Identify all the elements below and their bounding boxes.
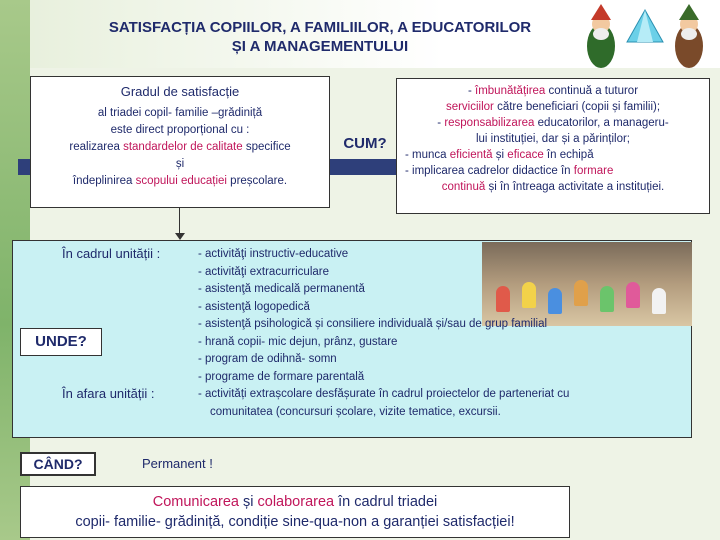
text-segment: și [238, 494, 258, 510]
highlight-responsibility: responsabilizarea [444, 117, 535, 129]
page-title [40, 18, 600, 56]
text-segment: - implicarea cadrelor didactice în [405, 165, 574, 177]
activity-item: - asistenţă logopedică [198, 300, 310, 313]
activity-item: - program de odihnă- somn [198, 353, 337, 365]
method-2 [405, 115, 701, 131]
text-segment: și [492, 149, 508, 161]
communication-box [20, 486, 570, 538]
satisfaction-line-2: este direct proporțional cu : [110, 124, 250, 136]
how-label: CUM? [343, 135, 387, 152]
method-4-cont [405, 179, 701, 195]
activity-item: - activităţi extracurriculare [198, 265, 330, 278]
text-segment: către beneficiari (copii și familii); [493, 101, 661, 113]
satisfaction-line-5 [37, 173, 323, 190]
method-2-cont: lui instituției, dar și a părinților; [475, 133, 631, 145]
text-segment: - munca [405, 149, 450, 161]
text-segment: preșcolare. [226, 175, 288, 187]
highlight-services: serviciilor [445, 101, 494, 113]
text-segment: și în întreaga activitate a instituției. [485, 181, 665, 193]
methods-box [396, 78, 710, 214]
text-segment: specifice [242, 141, 291, 153]
permanent-label: Permanent ! [142, 456, 213, 471]
text-segment: în echipă [543, 149, 594, 161]
when-label: CÂND? [20, 452, 96, 476]
method-4 [405, 163, 701, 179]
activities-list [198, 246, 698, 421]
outside-activity-item: - activități extrașcolare desfășurate în cadrul proiectelor de parteneriat cu [198, 388, 570, 400]
dwarf-illustration [583, 2, 715, 72]
highlight-effective: eficace [507, 149, 544, 161]
highlight-improvement: îmbunătățirea [475, 85, 546, 97]
activity-item: - asistenţă medicală permanentă [198, 283, 365, 295]
satisfaction-line-4: și [175, 158, 185, 170]
communication-line-1 [21, 492, 569, 512]
satisfaction-box [30, 76, 330, 208]
inside-unit-label: În cadrul unității : [62, 246, 161, 261]
text-segment: - [437, 117, 445, 129]
highlight-standards: standardelor de calitate [123, 141, 243, 153]
text-segment: îndeplinirea [72, 175, 136, 187]
activity-item: - hrană copii- mic dejun, prânz, gustare [198, 335, 398, 348]
title-line-1: SATISFACȚIA COPIILOR, A FAMILIILOR, A EDUCATORILOR [108, 19, 532, 36]
communication-line-2: copii- familie- grădiniță, condiție sine-qua-non a garanției satisfacției! [75, 514, 515, 530]
satisfaction-heading: Gradul de satisfacție [120, 84, 240, 99]
text-segment: în cadrul triadei [334, 494, 438, 510]
highlight-continuous: continuă [441, 181, 486, 193]
satisfaction-line-3 [37, 139, 323, 156]
down-arrow-line [179, 208, 180, 236]
method-1 [405, 83, 701, 99]
highlight-efficient: eficientă [449, 149, 493, 161]
text-segment: realizarea [69, 141, 124, 153]
activity-item: - activităţi instructiv-educative [198, 248, 349, 260]
outside-activity-item-cont: comunitatea (concursuri școlare, vizite tematice, excursii. [210, 405, 501, 418]
highlight-scope: scopului educației [135, 175, 227, 187]
down-arrow-icon [175, 233, 185, 240]
title-line-2: ȘI A MANAGEMENTULUI [231, 38, 409, 55]
outside-unit-label: În afara unității : [62, 386, 155, 401]
highlight-collaboration: colaborarea [257, 494, 335, 510]
text-segment: educatorilor, a manageru- [534, 117, 669, 129]
text-segment: - [467, 85, 475, 97]
method-3 [405, 147, 701, 163]
activity-item: - programe de formare parentală [198, 370, 365, 383]
method-1-cont [405, 99, 701, 115]
highlight-communication: Comunicarea [152, 494, 239, 510]
where-label: UNDE? [20, 328, 102, 356]
text-segment: continuă a tuturor [545, 85, 639, 97]
satisfaction-line-1: al triadei copil- familie –grădiniță [97, 107, 263, 119]
highlight-training: formare [573, 165, 614, 177]
activity-item: - asistenţă psihologică și consiliere individuală și/sau de grup familial [198, 318, 548, 330]
